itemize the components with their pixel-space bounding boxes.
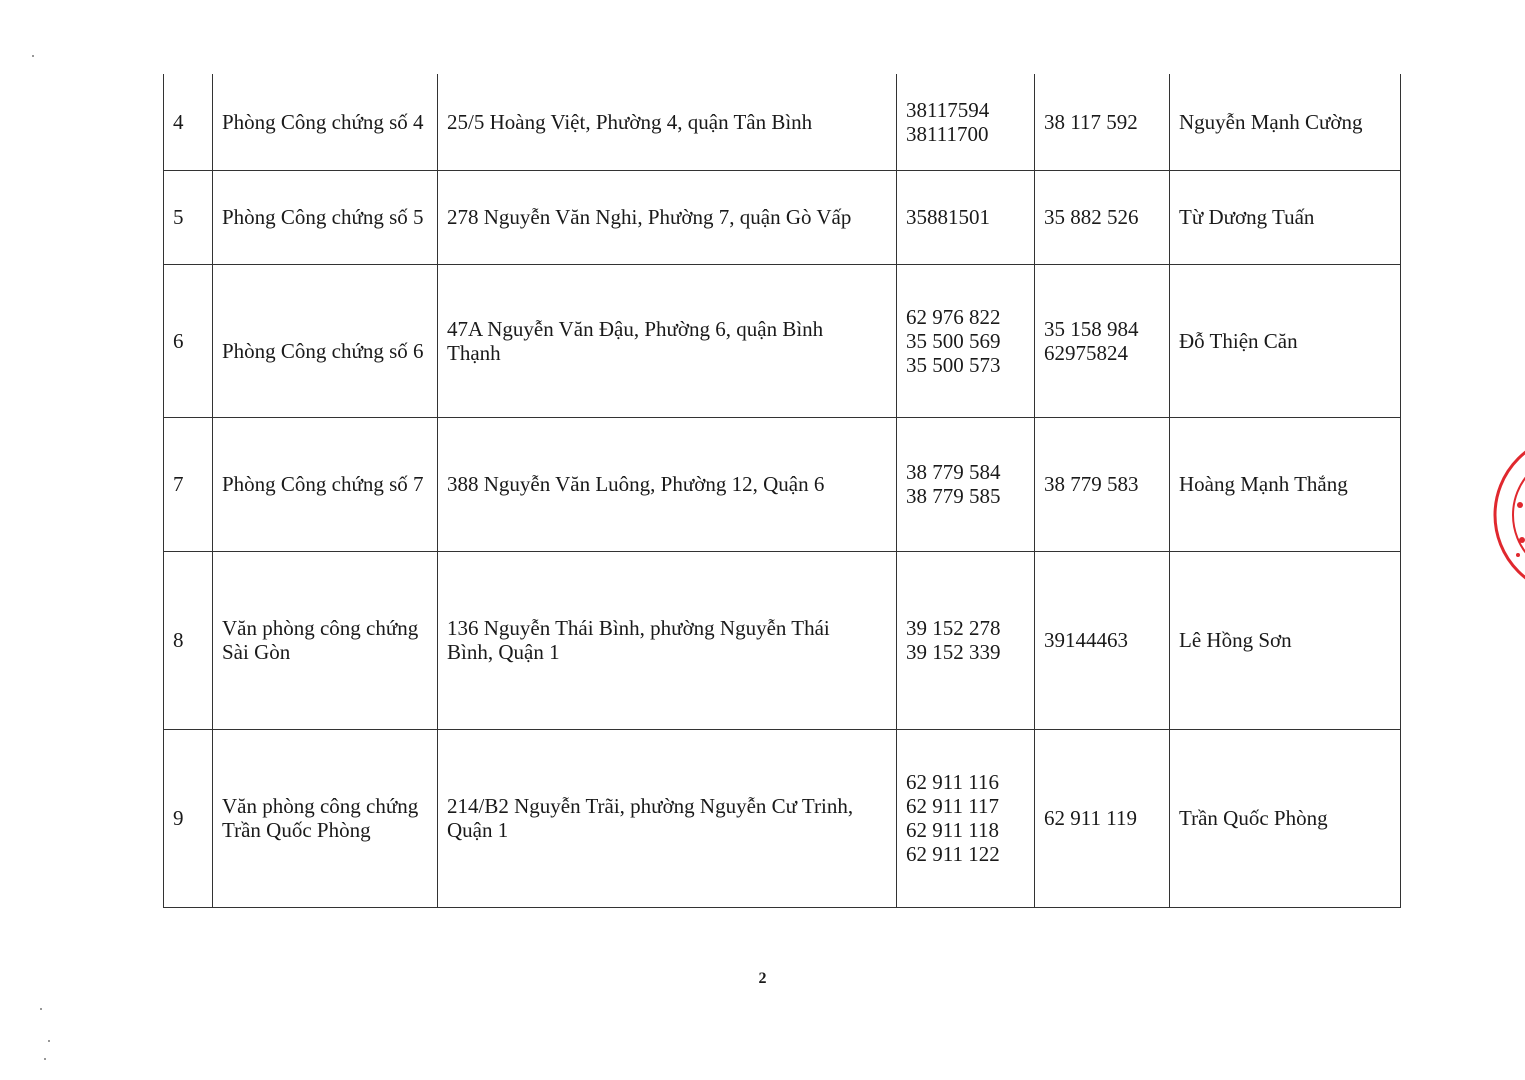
phone-number: 35 500 573 (906, 352, 1001, 377)
phone-number: 62 911 122 (906, 842, 1000, 866)
address-line: 278 Nguyễn Văn Nghi, Phường 7, quận Gò Vấp (447, 205, 852, 229)
office-name-cell (213, 74, 438, 170)
phone-number: 38111700 (906, 121, 989, 146)
phone-number: 35 500 569 (906, 328, 1001, 353)
table-row (164, 417, 1401, 551)
row-number: 5 (164, 170, 213, 264)
address-line: 388 Nguyễn Văn Luông, Phường 12, Quận 6 (447, 472, 825, 496)
head-of-office: Lê Hồng Sơn (1170, 551, 1401, 729)
office-name-cell (213, 551, 438, 729)
phone-number: 62 911 116 (906, 770, 999, 794)
phone-cell (897, 170, 1035, 264)
fax-cell (1035, 264, 1170, 417)
scan-speck (44, 1058, 46, 1060)
scan-speck (40, 1008, 42, 1010)
scan-speck (48, 1040, 50, 1042)
row-number: 6 (164, 264, 213, 417)
address-cell (438, 264, 897, 417)
head-of-office: Từ Dương Tuấn (1170, 170, 1401, 264)
phone-cell (897, 729, 1035, 907)
phone-number: 62 911 118 (906, 818, 999, 842)
office-name: Phòng Công chứng số 7 (222, 472, 424, 496)
office-name: Văn phòng công chứng (222, 794, 419, 818)
table-row (164, 170, 1401, 264)
fax-number: 35 158 984 (1044, 316, 1139, 341)
address-line: 47A Nguyễn Văn Đậu, Phường 6, quận Bình (447, 316, 824, 341)
address-cell (438, 74, 897, 170)
head-of-office: Trần Quốc Phòng (1170, 729, 1401, 907)
office-name: Trần Quốc Phòng (222, 818, 371, 842)
head-of-office: Hoàng Mạnh Thắng (1170, 417, 1401, 551)
phone-cell (897, 264, 1035, 417)
phone-number: 35881501 (906, 205, 990, 229)
red-seal-stamp (1490, 415, 1525, 615)
fax-number: 39144463 (1044, 628, 1128, 652)
office-name-cell (213, 264, 438, 417)
notary-office-table (163, 74, 1401, 908)
head-of-office: Nguyễn Mạnh Cường (1170, 74, 1401, 170)
table-row (164, 264, 1401, 417)
fax-cell (1035, 170, 1170, 264)
office-name: Văn phòng công chứng (222, 616, 419, 640)
address-cell (438, 170, 897, 264)
fax-cell (1035, 417, 1170, 551)
office-name: Phòng Công chứng số 5 (222, 205, 424, 229)
fax-cell (1035, 551, 1170, 729)
fax-number: 38 779 583 (1044, 472, 1139, 496)
row-number: 7 (164, 417, 213, 551)
phone-number: 62 976 822 (906, 304, 1001, 329)
phone-number: 62 911 117 (906, 794, 999, 818)
head-of-office: Đỗ Thiện Căn (1170, 264, 1401, 417)
phone-number: 38117594 (906, 97, 990, 122)
table-row (164, 729, 1401, 907)
fax-number: 38 117 592 (1044, 109, 1138, 134)
fax-cell (1035, 74, 1170, 170)
office-name: Sài Gòn (222, 640, 291, 664)
office-name: Phòng Công chứng số 6 (222, 338, 424, 363)
office-name-cell (213, 170, 438, 264)
phone-number: 39 152 339 (906, 640, 1001, 664)
phone-number: 38 779 584 (906, 460, 1001, 484)
table-row (164, 551, 1401, 729)
row-number: 4 (164, 74, 213, 170)
fax-number: 35 882 526 (1044, 205, 1139, 229)
scan-speck (32, 55, 34, 57)
address-line: 136 Nguyễn Thái Bình, phường Nguyễn Thái (447, 616, 830, 640)
phone-cell (897, 551, 1035, 729)
phone-number: 39 152 278 (906, 616, 1001, 640)
office-name: Phòng Công chứng số 4 (222, 109, 424, 134)
fax-number: 62 911 119 (1044, 806, 1137, 830)
row-number: 9 (164, 729, 213, 907)
address-line: Thạnh (447, 340, 501, 365)
row-number: 8 (164, 551, 213, 729)
phone-number: 38 779 585 (906, 484, 1001, 508)
address-line: Quận 1 (447, 818, 509, 842)
address-line: 25/5 Hoàng Việt, Phường 4, quận Tân Bình (447, 109, 813, 134)
address-line: 214/B2 Nguyễn Trãi, phường Nguyễn Cư Trinh, (447, 794, 854, 818)
address-cell (438, 417, 897, 551)
table-row (164, 74, 1401, 170)
phone-cell (897, 417, 1035, 551)
address-cell (438, 729, 897, 907)
fax-cell (1035, 729, 1170, 907)
address-cell (438, 551, 897, 729)
phone-cell (897, 74, 1035, 170)
fax-number: 62975824 (1044, 340, 1128, 365)
office-name-cell (213, 729, 438, 907)
address-line: Bình, Quận 1 (447, 640, 560, 664)
office-name-cell (213, 417, 438, 551)
page-number: 2 (758, 970, 767, 987)
